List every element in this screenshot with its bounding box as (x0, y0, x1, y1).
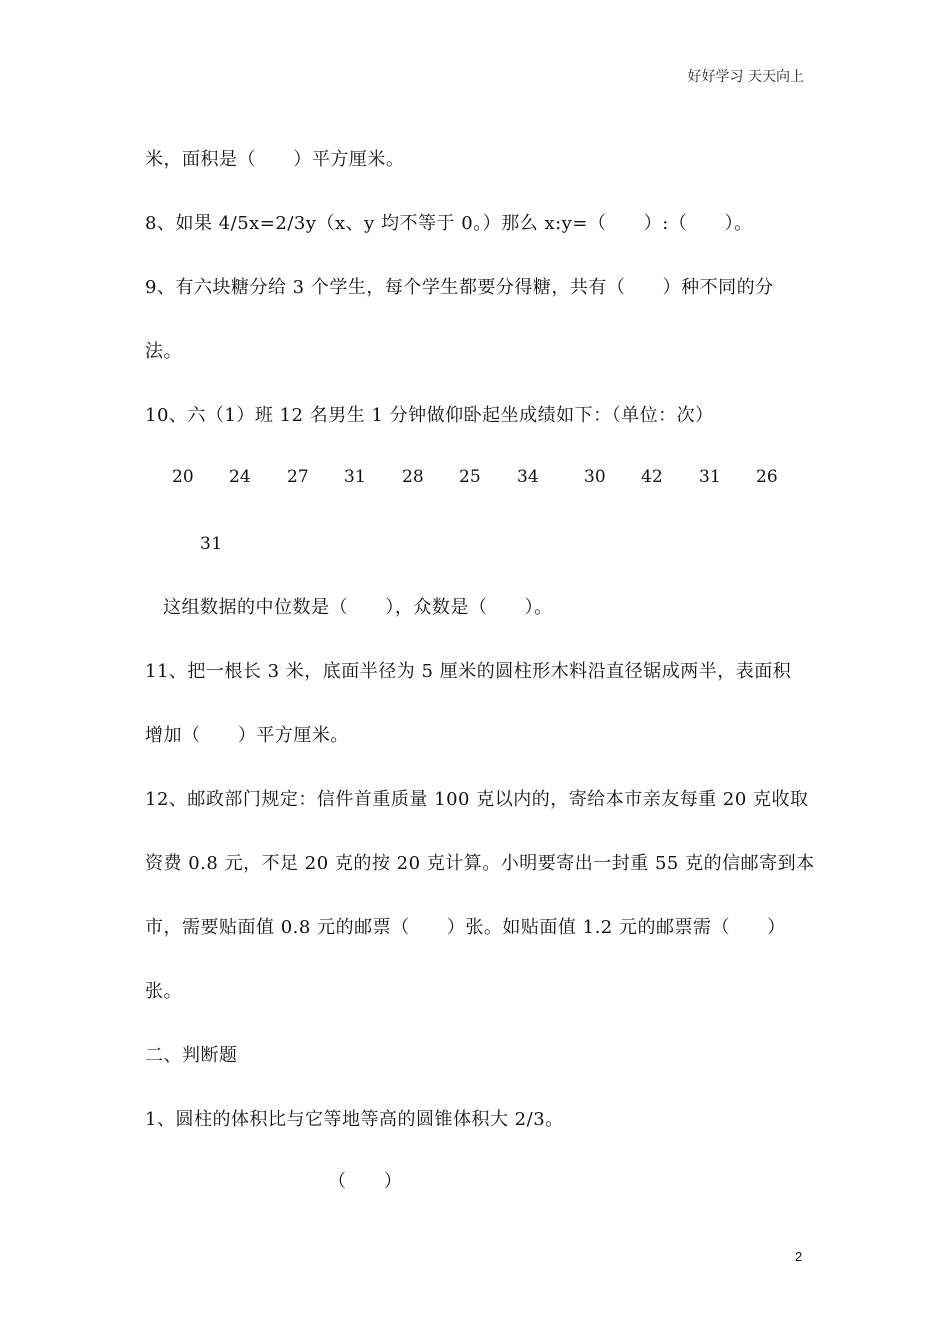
header-motto: 好好学习 天天向上 (687, 69, 804, 85)
answer-blank: （ ） (328, 1171, 403, 1192)
score-value: 31 (344, 467, 366, 487)
question-12-end: 张。 (145, 981, 182, 1002)
question-10-blank: 这组数据的中位数是（ ），众数是（ ）。 (163, 597, 553, 618)
question-12-cont: 市，需要贴面值 0.8 元的邮票（ ）张。如贴面值 1.2 元的邮票需（ ） (145, 917, 786, 938)
score-value: 25 (459, 467, 481, 487)
text-line: 米，面积是（ ）平方厘米。 (145, 149, 405, 170)
question-11: 11、把一根长 3 米，底面半径为 5 厘米的圆柱形木料沿直径锯成两半，表面积 (145, 661, 792, 682)
score-value: 26 (756, 467, 778, 487)
question-12-cont: 资费 0.8 元，不足 20 克的按 20 克计算。小明要寄出一封重 55 克的信邮寄到本 (145, 853, 815, 874)
question-9: 9、有六块糖分给 3 个学生，每个学生都要分得糖，共有（ ）种不同的分 (145, 277, 774, 298)
score-value: 34 (517, 467, 539, 487)
section-heading: 二、判断题 (145, 1045, 238, 1066)
score-value: 42 (641, 467, 663, 487)
score-value: 30 (584, 467, 606, 487)
question-8: 8、如果 4/5x=2/3y（x、y 均不等于 0。）那么 x:y=（ ）:（ ）。 (145, 213, 753, 234)
question-11-cont: 增加（ ）平方厘米。 (145, 725, 349, 746)
question-9-cont: 法。 (145, 341, 182, 362)
page-number: 2 (795, 1249, 803, 1264)
score-value: 20 (172, 467, 194, 487)
judge-question-1: 1、圆柱的体积比与它等地等高的圆锥体积大 2/3。 (145, 1109, 564, 1130)
score-value: 28 (402, 467, 424, 487)
question-12: 12、邮政部门规定：信件首重质量 100 克以内的，寄给本市亲友每重 20 克收取 (145, 789, 809, 810)
score-value: 24 (229, 467, 251, 487)
question-10: 10、六（1）班 12 名男生 1 分钟做仰卧起坐成绩如下：（单位：次） (145, 405, 714, 426)
score-list (0, 467, 950, 491)
score-value: 27 (287, 467, 309, 487)
score-last: 31 (200, 534, 223, 554)
score-value: 31 (699, 467, 721, 487)
